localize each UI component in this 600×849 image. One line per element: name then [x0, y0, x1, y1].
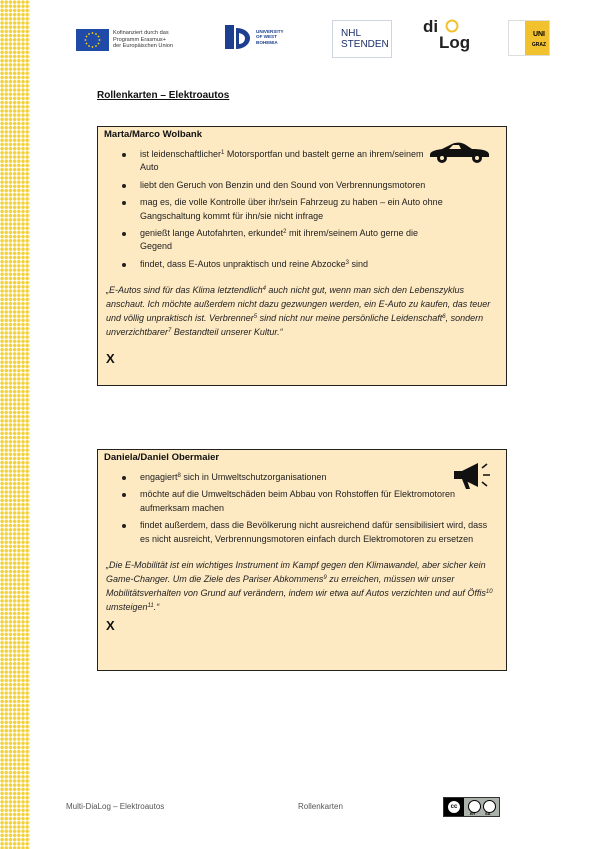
list-item: ist leidenschaftlicher$^1$ Motorsportfan und bastelt gerne an ihrem/seinem Auto — [122, 148, 440, 175]
list-item: engagiert$^8$ sich in Umweltschutzorganisationen — [122, 471, 490, 484]
role-card-name: Daniela/Daniel Obermaier — [104, 452, 220, 463]
eu-flag-icon — [76, 29, 109, 51]
footer-project-title: Multi-DiaLog – Elektroautos — [66, 802, 165, 811]
nhl-stenden-logo — [332, 20, 392, 58]
uwb-logo — [222, 22, 284, 52]
role-card-2 — [97, 449, 507, 671]
footer-section-title: Rollenkarten — [298, 802, 343, 811]
list-item: findet, dass E-Autos unpraktisch und reine Abzocke$^3$ sind — [122, 258, 440, 271]
list-item: möchte auf die Umweltschäden beim Abbau von Rohstoffen für Elektromotoren aufmerksam machen — [122, 488, 490, 515]
list-item: genießt lange Autofahrten, erkundet$^2$ mit ihrem/seinem Auto gerne die Gegend — [122, 227, 440, 254]
uwb-text: UNIVERSITY OF WEST BOHEMIA — [256, 29, 284, 45]
x-mark: X — [106, 351, 115, 367]
decorative-dot-strip — [0, 0, 30, 849]
list-item: mag es, die volle Kontrolle über ihr/sein Fahrzeug zu haben – ein Auto ohne Gangschaltung kommt für ihn/sie nicht infrage — [122, 196, 480, 223]
role-quote: „Die E-Mobilität ist ein wichtiges Instrument im Kampf gegen den Klimawandel, aber sicher kein Game-Changer. Um die Ziele des Pariser Abkommens$^9$ zu erreichen, müssen wir unser Mobilitätsverhalten von Grund auf verändern, indem wir etwa auf Autos verzichten und auf Öffis$^{10}$ umsteigen$^{11}$.“ — [106, 560, 493, 613]
list-item: findet außerdem, dass die Bevölkerung nicht ausreichend dafür sensibilisiert wird, dass es nicht ausreicht, Verbrennungsmotoren einfach durch Elektromotoren zu ersetzen — [122, 519, 490, 546]
speech-bubble-icon — [445, 19, 459, 33]
nhl-text: NHL — [341, 28, 362, 39]
stenden-text: STENDEN — [341, 39, 389, 50]
role-quote: „E-Autos sind für das Klima letztendlich$^4$ auch nicht gut, wenn man sich den Lebenszyklus anschaut. Ich möchte außerdem nicht dazu gezwungen werden, ein E-Auto zu kaufen, das teuer und völlig unpraktisch ist. Verbrenner$^5$ sind nicht nur meine persönliche Leidenschaft$^6$, sondern unverzichtbarer$^7$ Bestandteil unserer Kultur.“ — [106, 285, 491, 338]
bullet-list — [104, 148, 500, 271]
eu-cofunding-text: Kofinanziert durch das Programm Erasmus+ der Europäischen Union — [113, 30, 174, 50]
eu-logo — [76, 29, 193, 51]
list-item: liebt den Geruch von Benzin und den Sound von Verbrennungsmotoren — [122, 179, 440, 192]
uwb-emblem-icon — [222, 22, 252, 52]
x-mark: X — [106, 618, 115, 634]
bullet-list — [104, 471, 500, 546]
cc-icon: cc — [447, 800, 461, 814]
role-card-1 — [97, 126, 507, 386]
cc-license-badge: cc BY SA — [443, 797, 500, 817]
diolog-logo: di Log — [423, 17, 471, 52]
role-card-name: Marta/Marco Wolbank — [104, 129, 203, 140]
uni-graz-logo: UNI GRAZ — [508, 20, 550, 56]
document-title: Rollenkarten – Elektroautos — [97, 90, 230, 101]
